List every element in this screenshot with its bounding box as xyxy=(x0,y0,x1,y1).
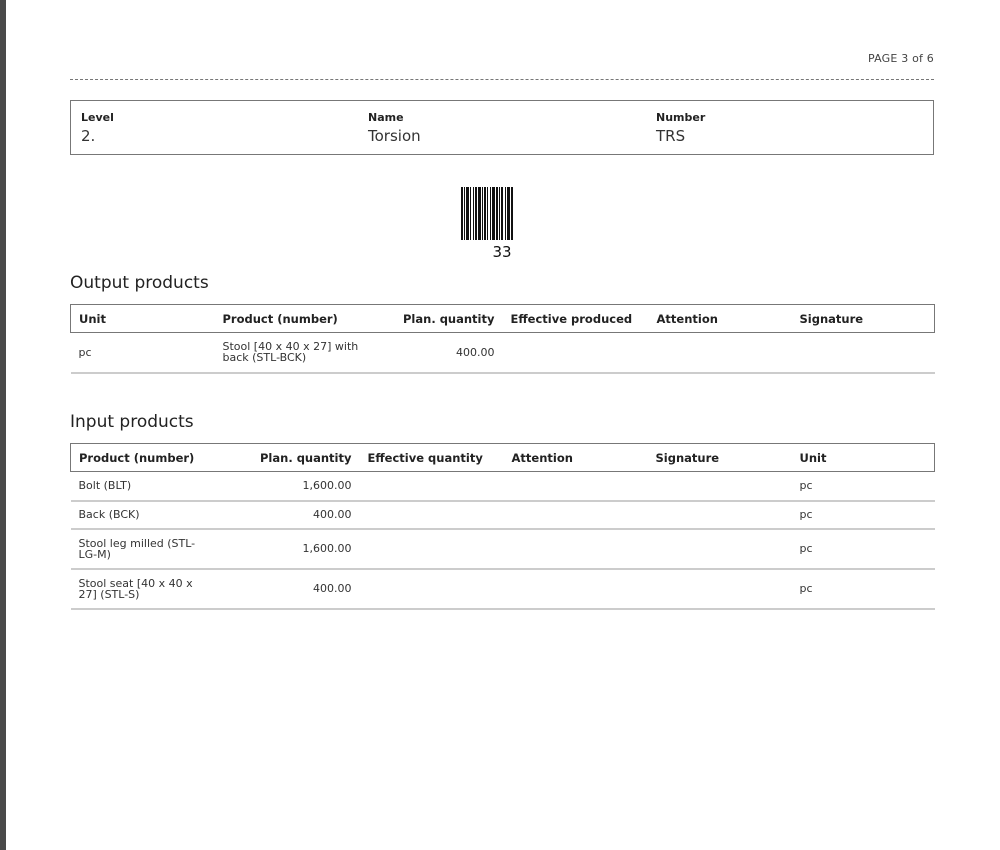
barcode-bar xyxy=(492,187,495,240)
output-col-unit: Unit xyxy=(71,305,215,333)
input-attention-cell xyxy=(504,529,648,569)
output-col-effective-produced: Effective produced xyxy=(503,305,649,333)
input-products-title: Input products xyxy=(70,412,194,432)
output-col-product: Product (number) xyxy=(215,305,367,333)
output-col-signature: Signature xyxy=(792,305,935,333)
input-signature-cell xyxy=(648,529,792,569)
number-value: TRS xyxy=(656,127,686,145)
barcode-bar xyxy=(487,187,488,240)
name-value: Torsion xyxy=(368,127,421,145)
input-signature-cell xyxy=(648,472,792,501)
input-signature-cell xyxy=(648,569,792,609)
table-row xyxy=(71,333,935,373)
barcode-bar xyxy=(482,187,483,240)
output-plan-quantity-cell: 400.00 xyxy=(367,333,503,373)
output-effective-cell xyxy=(503,333,649,373)
input-signature-cell xyxy=(648,501,792,529)
barcode-bar xyxy=(475,187,477,240)
barcode-bar xyxy=(466,187,469,240)
input-effective-cell xyxy=(360,569,504,609)
input-product-cell: Stool leg milled (STL-LG-M) xyxy=(71,529,221,569)
barcode-bar xyxy=(499,187,500,240)
input-plan-quantity-cell: 1,600.00 xyxy=(221,472,360,501)
output-product-cell: Stool [40 x 40 x 27] with back (STL-BCK) xyxy=(215,333,367,373)
barcode-image xyxy=(461,187,543,240)
input-plan-quantity-cell: 400.00 xyxy=(221,569,360,609)
table-row xyxy=(71,472,935,501)
table-row xyxy=(71,569,935,609)
barcode-bar xyxy=(496,187,498,240)
table-row xyxy=(71,529,935,569)
output-signature-cell xyxy=(792,333,935,373)
output-col-plan-quantity: Plan. quantity xyxy=(367,305,503,333)
input-col-effective-quantity: Effective quantity xyxy=(360,444,504,472)
input-unit-cell: pc xyxy=(792,569,935,609)
barcode-number: 33 xyxy=(492,243,512,261)
number-label: Number xyxy=(656,111,706,124)
input-product-cell: Stool seat [40 x 40 x 27] (STL-S) xyxy=(71,569,221,609)
input-products-table xyxy=(70,443,935,610)
output-unit-cell: pc xyxy=(71,333,215,373)
input-col-plan-quantity: Plan. quantity xyxy=(221,444,360,472)
level-label: Level xyxy=(81,111,114,124)
name-field xyxy=(368,111,421,145)
input-header-row xyxy=(71,444,935,472)
barcode-bar xyxy=(470,187,471,240)
input-col-unit: Unit xyxy=(792,444,935,472)
barcode-bar xyxy=(507,187,510,240)
document-page xyxy=(70,0,934,850)
input-unit-cell: pc xyxy=(792,472,935,501)
table-row xyxy=(71,501,935,529)
input-product-cell: Bolt (BLT) xyxy=(71,472,221,501)
input-col-signature: Signature xyxy=(648,444,792,472)
output-header-row xyxy=(71,305,935,333)
output-col-attention: Attention xyxy=(649,305,792,333)
output-products-table xyxy=(70,304,935,374)
barcode-bar xyxy=(484,187,486,240)
input-plan-quantity-cell: 400.00 xyxy=(221,501,360,529)
output-products-title: Output products xyxy=(70,273,209,293)
barcode-bar xyxy=(501,187,503,240)
barcode-bar xyxy=(505,187,506,240)
input-col-product: Product (number) xyxy=(71,444,221,472)
input-unit-cell: pc xyxy=(792,501,935,529)
header-divider xyxy=(70,79,934,80)
output-attention-cell xyxy=(649,333,792,373)
operation-info-box xyxy=(70,100,934,155)
name-label: Name xyxy=(368,111,404,124)
input-effective-cell xyxy=(360,472,504,501)
input-effective-cell xyxy=(360,501,504,529)
level-value: 2. xyxy=(81,127,96,145)
input-attention-cell xyxy=(504,569,648,609)
barcode-bar xyxy=(490,187,491,240)
viewer-left-edge xyxy=(0,0,6,850)
barcode-bar xyxy=(464,187,465,240)
input-unit-cell: pc xyxy=(792,529,935,569)
input-plan-quantity-cell: 1,600.00 xyxy=(221,529,360,569)
input-attention-cell xyxy=(504,501,648,529)
input-effective-cell xyxy=(360,529,504,569)
number-field xyxy=(656,111,705,145)
barcode-bar xyxy=(473,187,474,240)
input-product-cell: Back (BCK) xyxy=(71,501,221,529)
barcode-bar xyxy=(478,187,481,240)
page-number: PAGE 3 of 6 xyxy=(867,52,934,65)
level-field xyxy=(81,111,114,145)
input-col-attention: Attention xyxy=(504,444,648,472)
barcode-bar xyxy=(511,187,513,240)
input-attention-cell xyxy=(504,472,648,501)
barcode-bar xyxy=(461,187,463,240)
